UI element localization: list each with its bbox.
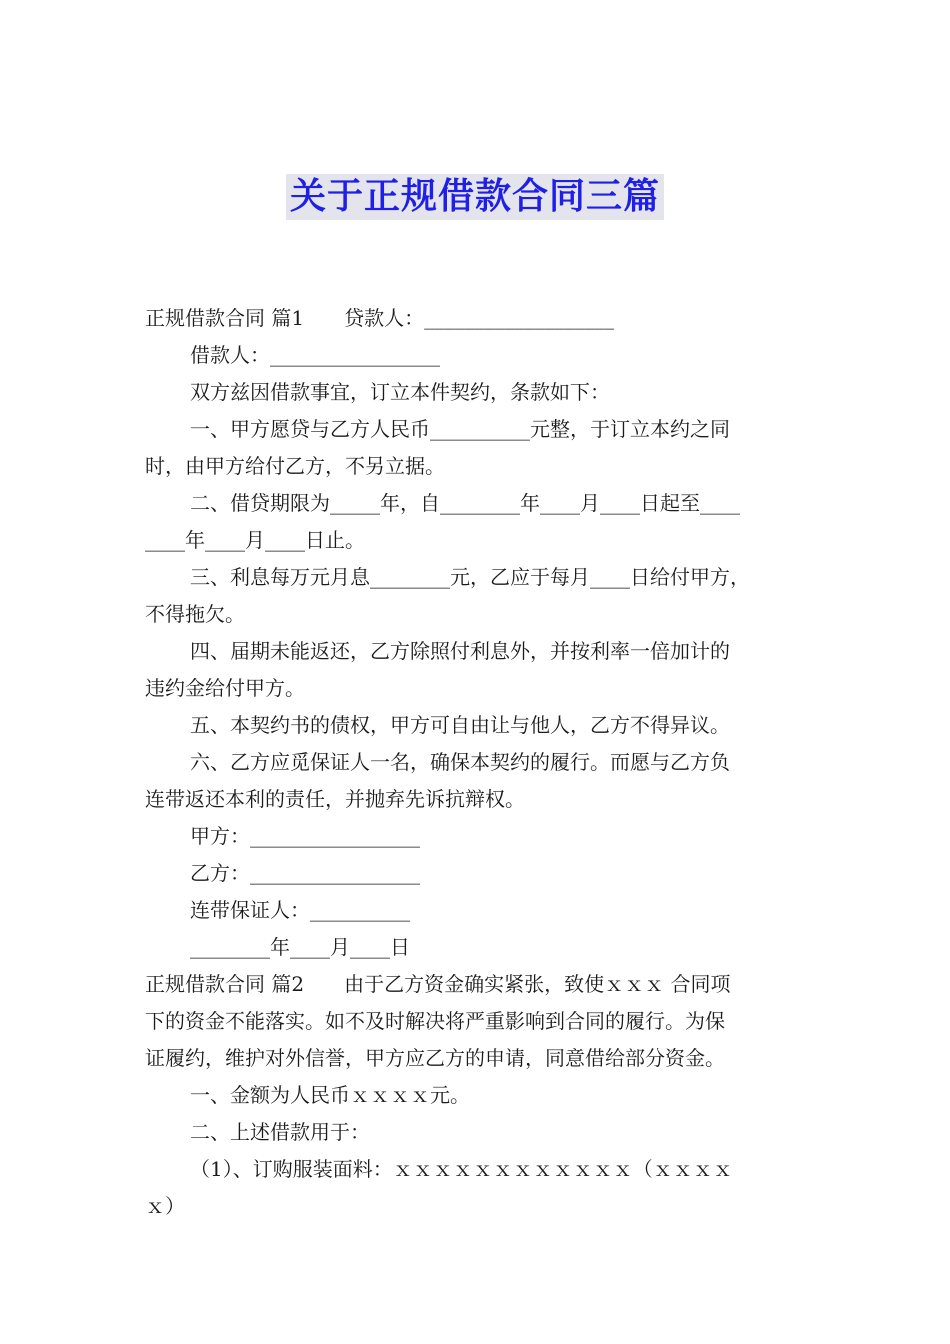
document-title-wrap (0, 174, 950, 220)
paragraph-line: ｘ） (145, 1194, 185, 1218)
document-body (145, 300, 817, 1225)
paragraph-line: 五、本契约书的债权，甲方可自由让与他人，乙方不得异议。 (190, 713, 730, 737)
paragraph-line: 不得拖欠。 (145, 602, 245, 626)
paragraph-line: 三、利息每万元月息________元，乙应于每月____日给付甲方， (190, 565, 750, 589)
paragraph-line: 时，由甲方给付乙方，不另立据。 (145, 454, 445, 478)
paragraph-line: 二、借贷期限为_____年，自________年____月____日起至____ (190, 491, 740, 515)
paragraph-line: 借款人：_________________ (190, 343, 440, 367)
paragraph-line: 二、上述借款用于： (190, 1120, 370, 1144)
paragraph-line: 双方兹因借款事宜，订立本件契约，条款如下： (190, 380, 610, 404)
paragraph-line: 四、届期未能返还，乙方除照付利息外，并按利率一倍加计的 (190, 639, 730, 663)
paragraph-line: 一、甲方愿贷与乙方人民币__________元整，于订立本约之同 (190, 417, 730, 441)
document-title: 关于正规借款合同三篇 (286, 174, 664, 220)
paragraph-line: 乙方：_________________ (190, 861, 420, 885)
paragraph-line: 甲方：_________________ (190, 824, 420, 848)
paragraph-line: 连带保证人：__________ (190, 898, 410, 922)
paragraph-line: （1）、订购服装面料：ｘｘｘｘｘｘｘｘｘｘｘｘ（ｘｘｘｘ (190, 1157, 733, 1181)
paragraph-line: 一、金额为人民币ｘｘｘｘ元。 (190, 1083, 470, 1107)
paragraph-line: 证履约，维护对外信誉，甲方应乙方的申请，同意借给部分资金。 (145, 1046, 725, 1070)
paragraph-line: 正规借款合同 篇1 贷款人：___________________ (145, 306, 615, 330)
paragraph-line: 连带返还本利的责任，并抛弃先诉抗辩权。 (145, 787, 525, 811)
paragraph-line: 下的资金不能落实。如不及时解决将严重影响到合同的履行。为保 (145, 1009, 725, 1033)
paragraph-line: 违约金给付甲方。 (145, 676, 305, 700)
paragraph-line: 六、乙方应觅保证人一名，确保本契约的履行。而愿与乙方负 (190, 750, 730, 774)
paragraph-line: ____年____月____日止。 (145, 528, 365, 552)
paragraph-line: 正规借款合同 篇2 由于乙方资金确实紧张，致使ｘｘｘ 合同项 (145, 972, 731, 996)
paragraph-line: ________年____月____日 (190, 935, 410, 959)
